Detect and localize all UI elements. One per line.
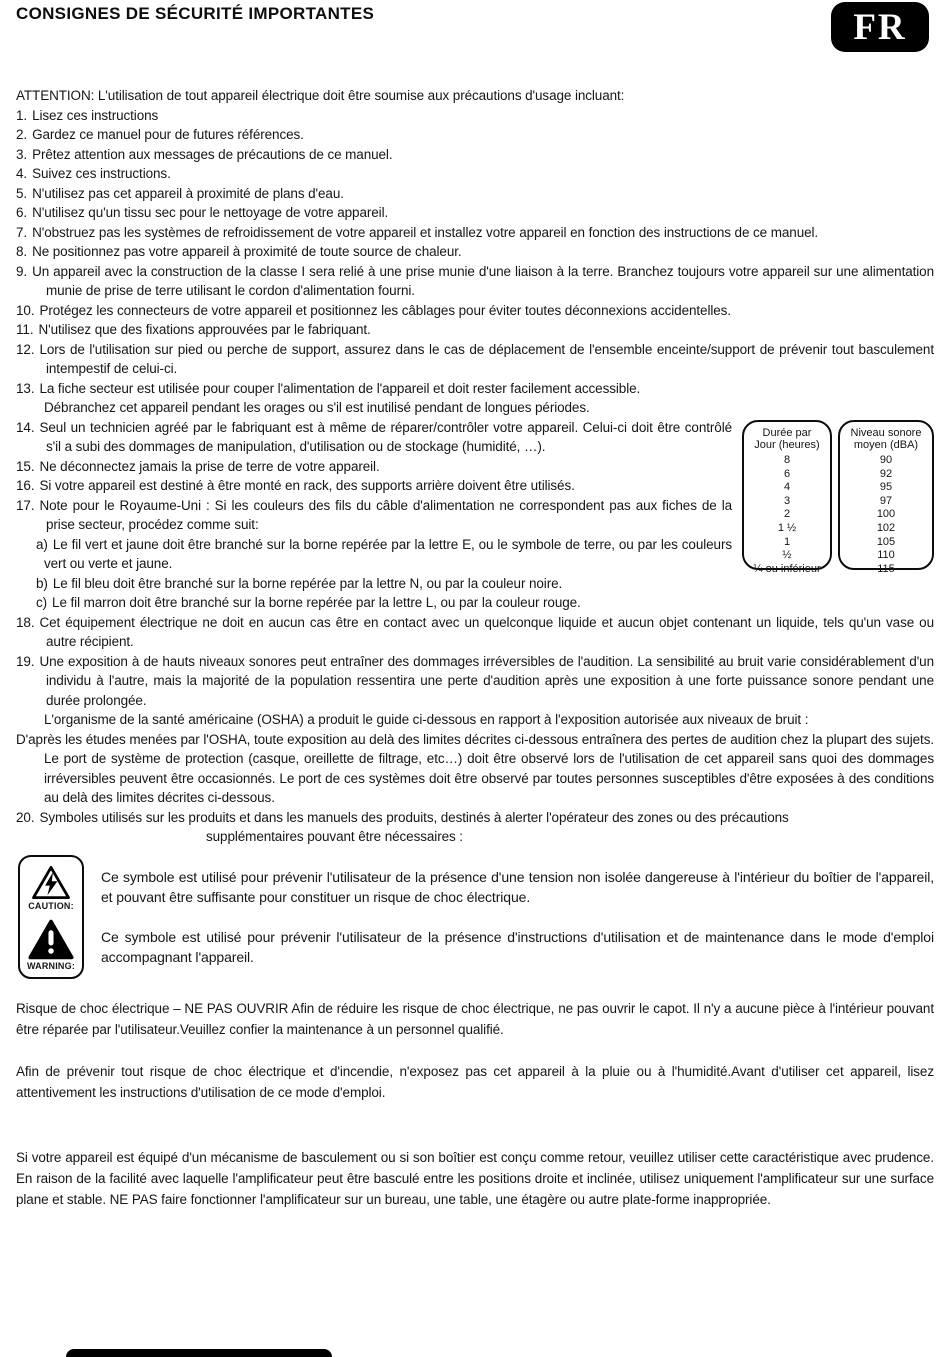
duration-per-day-table xyxy=(742,420,832,575)
list-item xyxy=(16,652,934,711)
caution-description: Ce symbole est utilisé pour prévenir l'utilisateur de la présence d'une tension non isolée dangereuse à l'intérieur du boîtier de l'appareil, et pouvant être suffisante pour constituer un risque de choc électrique. xyxy=(101,868,934,905)
table-cell: 3 xyxy=(783,494,791,507)
table-cell: ¼ ou inférieur xyxy=(753,562,821,575)
item-text: N'utilisez pas cet appareil à proximité de plans d'eau. xyxy=(32,185,344,201)
list-item xyxy=(16,262,934,301)
next-section-banner-partial xyxy=(66,1349,332,1357)
item-number: b) xyxy=(36,575,48,591)
list-item xyxy=(16,125,934,145)
header-line: Durée par xyxy=(762,426,812,439)
item-number: 9. xyxy=(16,263,28,279)
list-item xyxy=(16,242,934,262)
item-number: 15. xyxy=(16,458,35,474)
list-item xyxy=(16,106,934,126)
shock-hazard-paragraph: Risque de choc électrique – NE PAS OUVRIR Afin de réduire les risque de choc électrique, ne pas ouvrir le capot. Il n'y a aucune pièce à l'intérieur pouvant être réparée par l'utilisateur.Veuillez confier la maintenance à un personnel qualifié. xyxy=(16,1000,934,1037)
list-item xyxy=(16,320,934,340)
header-line: Jour (heures) xyxy=(754,439,820,452)
item-text: N'utilisez que des fixations approuvées par le fabriquant. xyxy=(38,322,371,337)
symbols-section xyxy=(16,855,934,979)
list-item xyxy=(16,613,934,652)
symbol-descriptions xyxy=(101,855,934,979)
table-cell: 100 xyxy=(876,508,896,521)
table-cell: 97 xyxy=(879,494,893,507)
item-number: 12. xyxy=(16,341,35,357)
table-cell: 110 xyxy=(877,549,895,562)
table-cell: 90 xyxy=(879,454,893,467)
list-subitem xyxy=(16,593,934,613)
item-text: La fiche secteur est utilisée pour couper l'alimentation de l'appareil et doit rester facilement accessible. xyxy=(39,380,641,396)
list-item xyxy=(16,301,934,321)
level-table-header xyxy=(843,427,929,453)
item-text: Symboles utilisés sur les produits et dans les manuels des produits, destinés à alerter l'opérateur des zones ou des précautions xyxy=(39,809,789,825)
item-number: 16. xyxy=(16,478,35,493)
item-number: 14. xyxy=(16,419,35,435)
table-cell: 95 xyxy=(879,481,893,494)
list-item xyxy=(16,379,934,399)
item-text: Prêtez attention aux messages de précautions de ce manuel. xyxy=(32,146,393,162)
table-cell: 105 xyxy=(876,535,896,548)
item-number: 3. xyxy=(16,146,28,162)
language-badge-label: FR xyxy=(853,6,907,48)
item-number: a) xyxy=(36,536,48,552)
item-number: 6. xyxy=(16,205,28,220)
table-cell: 1 ½ xyxy=(777,522,797,535)
safety-text-block xyxy=(16,86,934,847)
item-number: 1. xyxy=(16,107,28,123)
list-item xyxy=(16,340,934,379)
item-text: Protégez les connecteurs de votre appareil et positionnez les câblages pour éviter toutes déconnexions accidentelles. xyxy=(39,302,731,318)
table-cell: 1 xyxy=(783,535,791,548)
item-text: Ne déconnectez jamais la prise de terre de votre appareil. xyxy=(39,458,380,474)
item-text: Note pour le Royaume-Uni : Si les couleurs des fils du câble d'alimentation ne correspondent pas aux fiches de la prise secteur, procédez comme suit: xyxy=(39,497,732,532)
list-item xyxy=(16,164,934,184)
item-text: Une exposition à de hauts niveaux sonores peut entraîner des dommages irréversibles de l'audition. La sensibilité au bruit varie considérablement d'un individu à l'autre, mais la majorité de la population ressentira une perte d'audition après une exposition à une forte puissance sonore pendant une durée prolongée. xyxy=(39,653,934,708)
item-number: 10. xyxy=(16,302,35,318)
list-item-continuation: Débranchez cet appareil pendant les orages ou s'il est inutilisé pendant de longues périodes. xyxy=(44,400,590,415)
item-number: c) xyxy=(36,595,48,610)
item-number: 17. xyxy=(16,497,35,513)
item-text: Gardez ce manuel pour de futures références. xyxy=(32,127,304,142)
high-voltage-icon xyxy=(31,865,71,900)
warning-description: Ce symbole est utilisé pour prévenir l'utilisateur de la présence d'instructions d'utilisation et de maintenance dans le mode d'emploi accompagnant l'appareil. xyxy=(101,928,934,965)
item-number: 7. xyxy=(16,224,28,240)
item-text: Le fil vert et jaune doit être branché sur la borne repérée par la lettre E, ou le symbole de terre, ou par les couleurs vert ou verte et jaune. xyxy=(44,536,732,571)
duration-table-header xyxy=(747,427,827,453)
rain-humidity-paragraph: Afin de prévenir tout risque de choc électrique et d'incendie, n'exposez pas cet appareil à la pluie ou à l'humidité.Avant d'utiliser cet appareil, lisez attentivement les instructions d'utilisation de ce mode d'emploi. xyxy=(16,1063,934,1100)
list-item xyxy=(16,223,934,243)
language-badge xyxy=(831,2,929,52)
item-number: 2. xyxy=(16,127,28,142)
table-cell: 92 xyxy=(879,467,893,480)
list-item xyxy=(16,145,934,165)
noise-exposure-tables xyxy=(742,420,934,575)
table-cell: ½ xyxy=(782,549,792,562)
list-item xyxy=(16,808,934,828)
item-text: Un appareil avec la construction de la classe I sera relié à une prise munie d'une liaison à la terre. Branchez toujours votre appareil sur une alimentation munie de prise de terre utilisant le cordon d'alimentation fourni. xyxy=(32,263,934,298)
table-cell: 4 xyxy=(783,481,791,494)
item-text: Ne positionnez pas votre appareil à proximité de toute source de chaleur. xyxy=(32,244,462,259)
osha-paragraph: D'après les études menées par l'OSHA, toute exposition au delà des limites décrites ci-dessous entraînera des pertes de audition chez la plupart des sujets. Le port de système de protection (casque, oreillette de filtrage, etc…) doit être observé lors de l'utilisation de cet appareil sans quoi des dommages irréversibles peuvent être occasionnés. Le port de ces systèmes doit être observé par toutes personnes susceptibles d'être exposées à des conditions au delà des limites décrites ci-dessous. xyxy=(16,731,934,805)
item-number: 11. xyxy=(16,322,34,337)
item-text: Seul un technicien agréé par le fabriquant est à même de réparer/contrôler votre appareil. Celui-ci doit être contrôlé s'il a subi des dommages de manipulation, d'utilisation ou de stockage (humidité, …). xyxy=(39,419,732,454)
item-number: 8. xyxy=(16,244,28,259)
item-text: Le fil marron doit être branché sur la borne repérée par la lettre L, ou par la couleur rouge. xyxy=(52,595,581,610)
item-number: 20. xyxy=(16,809,35,825)
header-line: moyen (dBA) xyxy=(853,439,919,452)
header-line: Niveau sonore xyxy=(850,426,922,439)
table-cell: 8 xyxy=(783,454,791,467)
table-cell: 2 xyxy=(783,508,791,521)
table-cell: 6 xyxy=(783,467,791,480)
warning-label: WARNING: xyxy=(26,960,76,971)
item-number: 5. xyxy=(16,185,28,201)
item-text: Le fil bleu doit être branché sur la borne repérée par la lettre N, ou par la couleur noire. xyxy=(52,575,563,591)
attention-intro: ATTENTION: L'utilisation de tout appareil électrique doit être soumise aux précautions d'usage incluant: xyxy=(16,88,625,103)
item-number: 18. xyxy=(16,614,35,630)
item-number: 13. xyxy=(16,380,35,396)
tilt-mechanism-paragraph: Si votre appareil est équipé d'un mécanisme de basculement ou si son boîtier est conçu comme retour, veuillez utiliser cette caractéristique avec prudence. En raison de la facilité avec laquelle l'amplificateur peut être basculé entre les positions droite et inclinée, utilisez uniquement l'amplificateur sur une surface plane et stable. NE PAS faire fonctionner l'amplificateur sur un bureau, une table, une étagère ou autre plate-forme inappropriée. xyxy=(16,1149,934,1207)
item-text: N'utilisez qu'un tissu sec pour le nettoyage de votre appareil. xyxy=(32,205,389,220)
osha-intro-line: L'organisme de la santé américaine (OSHA) a produit le guide ci-dessous en rapport à l'exposition autorisée aux niveaux de bruit : xyxy=(44,712,809,727)
item-text: Suivez ces instructions. xyxy=(32,166,171,181)
caution-label: CAUTION: xyxy=(28,900,74,911)
list-item xyxy=(16,184,934,204)
warning-icon xyxy=(28,919,74,960)
item-text: Lors de l'utilisation sur pied ou perche de support, assurez dans le cas de déplacement de l'ensemble enceinte/support de prévenir tout basculement intempestif de celui-ci. xyxy=(39,341,934,376)
sound-level-table xyxy=(838,420,934,575)
page-title: CONSIGNES DE SÉCURITÉ IMPORTANTES xyxy=(16,4,375,23)
item-number: 19. xyxy=(16,653,35,669)
item-text: N'obstruez pas les systèmes de refroidissement de votre appareil et installez votre appareil en fonction des instructions de ce manuel. xyxy=(32,224,819,240)
symbols-legend-box xyxy=(18,855,84,979)
item-text: Si votre appareil est destiné à être monté en rack, des supports arrière doivent être utilisés. xyxy=(39,478,575,493)
table-cell: 115 xyxy=(877,562,895,575)
item-number: 4. xyxy=(16,166,28,181)
table-cell: 102 xyxy=(876,522,896,535)
list-item xyxy=(16,203,934,223)
list-item-continuation: supplémentaires pouvant être nécessaires : xyxy=(206,829,463,844)
item-text: Lisez ces instructions xyxy=(32,107,159,123)
item-text: Cet équipement électrique ne doit en aucun cas être en contact avec un quelconque liquide et aucun objet contenant un liquide, tels qu'un vase ou autre récipient. xyxy=(39,614,934,649)
